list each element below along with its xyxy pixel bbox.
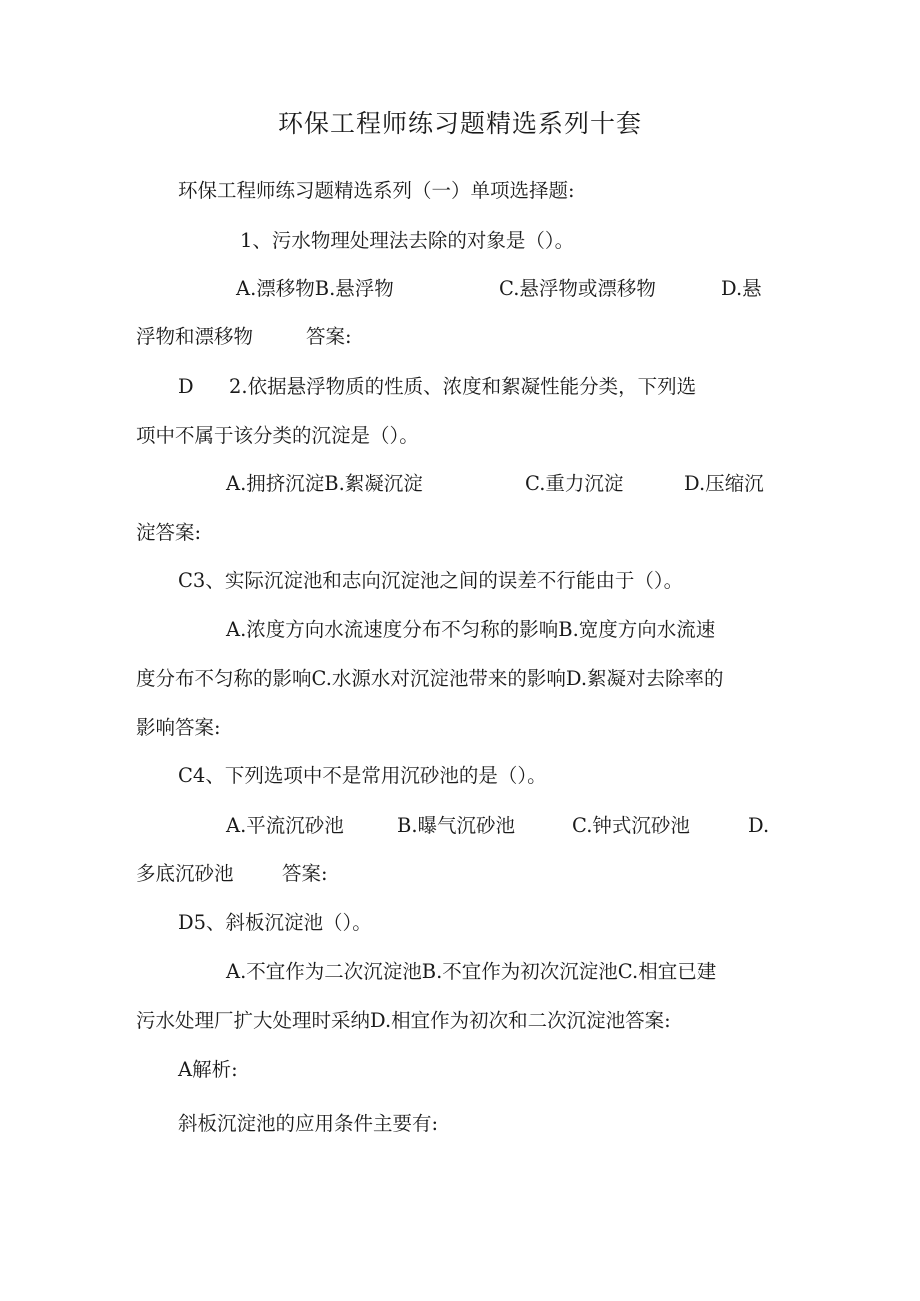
q5-conditions: 斜板沉淀池的应用条件主要有:: [178, 1112, 439, 1135]
question-3: C3、实际沉淀池和志向沉淀池之间的误差不行能由于（）。: [178, 569, 684, 592]
document-title: 环保工程师练习题精选系列十套: [277, 109, 642, 138]
question-5: D5、斜板沉淀池（）。: [178, 911, 372, 934]
q4-continuation: 多底沉砂池: [136, 862, 234, 885]
q2-option-d: D.压缩沉: [684, 472, 764, 495]
q3-options-line2: 度分布不匀称的影响C.水源水对沉淀池带来的影响D.絮凝对去除率的: [136, 667, 724, 690]
question-2-line1: 2.依据悬浮物质的性质、浓度和絮凝性能分类，下列选: [229, 375, 697, 398]
q2-option-ab: A.拥挤沉淀B.絮凝沉淀: [226, 472, 423, 495]
q3-options-line1: A.浓度方向水流速度分布不匀称的影响B.宽度方向水流速: [226, 618, 716, 641]
question-4: C4、下列选项中不是常用沉砂池的是（）。: [178, 764, 547, 787]
q1-answer-value: D: [178, 375, 194, 398]
q4-option-a: A.平流沉砂池: [226, 814, 344, 837]
question-1: 1、污水物理处理法去除的对象是（）。: [240, 229, 575, 252]
question-2-line2: 项中不属于该分类的沉淀是（）。: [136, 424, 419, 447]
q5-options-line1: A.不宜作为二次沉淀池B.不宜作为初次沉淀池C.相宜已建: [226, 960, 717, 983]
q1-option-ab: A.漂移物B.悬浮物: [236, 277, 394, 300]
q5-analysis: A解析:: [178, 1058, 238, 1081]
q4-option-d: D.: [748, 814, 770, 837]
q4-option-b: B.曝气沉砂池: [397, 814, 516, 837]
q2-continuation: 淀答案:: [136, 521, 202, 544]
q4-option-c: C.钟式沉砂池: [572, 814, 690, 837]
q3-options-line3: 影响答案:: [136, 716, 221, 739]
q1-answer-label: 答案:: [306, 325, 352, 348]
q2-option-c: C.重力沉淀: [525, 472, 624, 495]
q1-continuation: 浮物和漂移物: [136, 325, 254, 348]
q4-answer-label: 答案:: [282, 862, 328, 885]
q1-option-d: D.悬: [721, 277, 762, 300]
q5-options-line2: 污水处理厂扩大处理时采纳D.相宜作为初次和二次沉淀池答案:: [136, 1009, 671, 1032]
q1-option-c: C.悬浮物或漂移物: [499, 277, 656, 300]
section-heading: 环保工程师练习题精选系列（一）单项选择题:: [178, 179, 575, 202]
